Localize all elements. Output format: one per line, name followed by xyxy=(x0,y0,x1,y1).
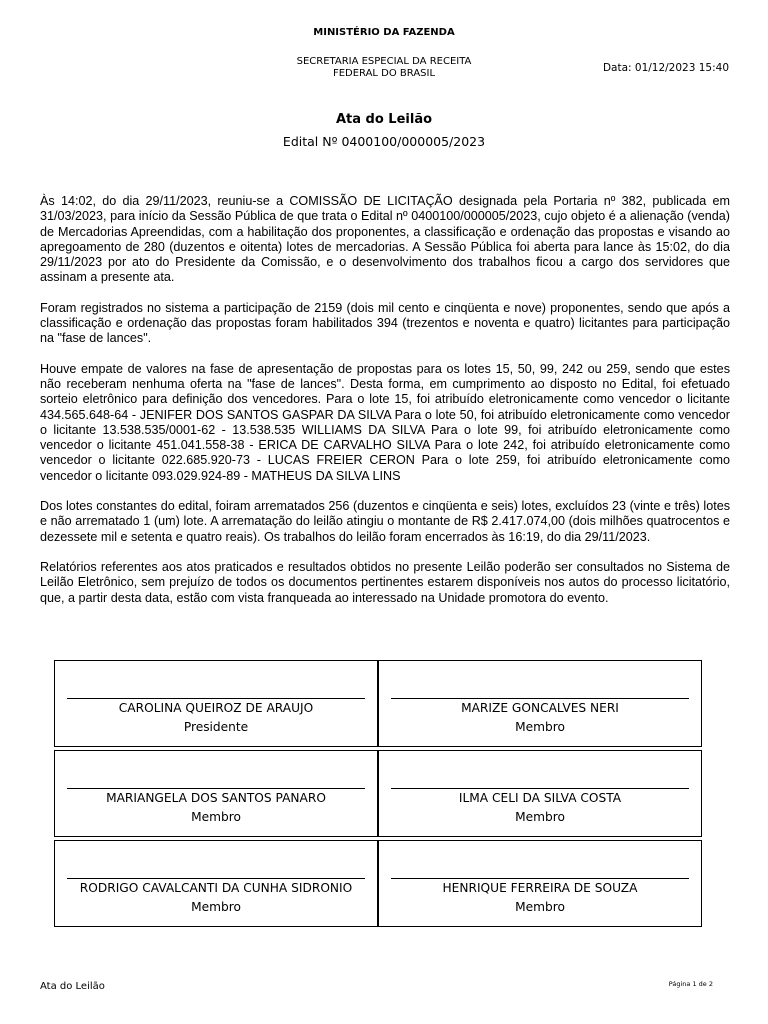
signature-grid xyxy=(54,660,702,934)
signature-box xyxy=(54,840,378,927)
signer-role: Membro xyxy=(515,810,565,824)
signer-name: RODRIGO CAVALCANTI DA CUNHA SIDRONIO xyxy=(79,881,353,895)
signer-name: MARIZE GONCALVES NERI xyxy=(461,701,619,715)
signature-line xyxy=(67,698,365,699)
signer-role: Membro xyxy=(191,810,241,824)
footer-page-number: Página 1 de 2 xyxy=(668,980,713,988)
signature-box xyxy=(54,750,378,837)
paragraph: Às 14:02, do dia 29/11/2023, reuniu-se a COMISSÃO DE LICITAÇÃO designada pela Portaria nº 382, publicada em 31/03/2023, para início da Sessão Pública de que trata o Edital nº 0400100/000005/2023, cujo objeto é a alienação (venda) de Mercadorias Apreendidas, com a habilitação dos proponentes, a classificação e ordenação das propostas e visando ao apregoamento de 280 (duzentos e oitenta) lotes de mercadorias. A Sessão Pública foi aberta para lance às 15:02, do dia 29/11/2023 por ato do Presidente da Comissão, e o desenvolvimento dos trabalhos ficou a cargo dos servidores que assinam a presente ata. xyxy=(40,194,730,285)
paragraph: Dos lotes constantes do edital, foiram arrematados 256 (duzentos e cinqüenta e seis) lotes, excluídos 23 (vinte e três) lotes e não arrematado 1 (um) lote. A arrematação do leilão atingiu o montante de R$ 2.417.074,00 (dois milhões quatrocentos e dezessete mil e setenta e quatro reais). Os trabalhos do leilão foram encerrados às 16:19, do dia 29/11/2023. xyxy=(40,499,730,544)
paragraph: Relatórios referentes aos atos praticados e resultados obtidos no presente Leilão poderão ser consultados no Sistema de Leilão Eletrônico, sem prejuízo de todos os documentos pertinentes estarem disponíveis nos autos do processo licitatório, que, a partir desta data, estão com vista franqueada ao interessado na Unidade promotora do evento. xyxy=(40,559,730,605)
signer-name: ILMA CELI DA SILVA COSTA xyxy=(458,791,622,805)
secretariat-heading xyxy=(284,56,484,80)
signer-role: Presidente xyxy=(183,720,249,734)
paragraph: Foram registrados no sistema a participação de 2159 (dois mil cento e cinqüenta e nove) proponentes, sendo que após a classificação e ordenação das propostas foram habilitados 394 (trezentos e noventa e quatro) licitantes para participação na "fase de lances". xyxy=(40,300,730,346)
secretariat-line-1: SECRETARIA ESPECIAL DA RECEITA xyxy=(296,56,472,67)
footer-document-name: Ata do Leilão xyxy=(40,981,105,992)
signer-name: CAROLINA QUEIROZ DE ARAUJO xyxy=(118,701,314,715)
signature-box xyxy=(378,840,702,927)
signature-box xyxy=(378,660,702,747)
signature-line xyxy=(391,878,689,879)
signer-name: MARIANGELA DOS SANTOS PANARO xyxy=(106,791,326,805)
document-body xyxy=(40,194,730,621)
signature-box xyxy=(54,660,378,747)
signature-box xyxy=(378,750,702,837)
signature-line xyxy=(67,878,365,879)
signer-role: Membro xyxy=(191,900,241,914)
document-date: Data: 01/12/2023 15:40 xyxy=(602,62,729,74)
signature-line xyxy=(391,788,689,789)
signature-line xyxy=(391,698,689,699)
signer-name: HENRIQUE FERREIRA DE SOUZA xyxy=(442,881,638,895)
ministry-heading: MINISTÉRIO DA FAZENDA xyxy=(313,27,455,38)
secretariat-line-2: FEDERAL DO BRASIL xyxy=(332,68,436,79)
document-title: Ata do Leilão xyxy=(335,112,433,127)
paragraph: Houve empate de valores na fase de apresentação de propostas para os lotes 15, 50, 99, 242 ou 259, sendo que estes não receberam nenhuma oferta na "fase de lances". Desta forma, em cumprimento ao disposto no Edital, foi efetuado sorteio eletrônico para definição dos vencedores. Para o lote 15, foi atribuído eletronicamente como vencedor o licitante 434.565.648-64 - JENIFER DOS SANTOS GASPAR DA SILVA Para o lote 50, foi atribuído eletronicamente como vencedor o licitante 13.538.535/0001-62 - 13.538.535 WILLIAMS DA SILVA Para o lote 99, foi atribuído eletronicamente como vencedor o licitante 451.041.558-38 - ERICA DE CARVALHO SILVA Para o lote 242, foi atribuído eletronicamente como vencedor o licitante 022.685.920-73 - LUCAS FREIER CERON Para o lote 259, foi atribuído eletronicamente como vencedor o licitante 093.029.924-89 - MATHEUS DA SILVA LINS xyxy=(40,361,730,483)
signer-role: Membro xyxy=(515,900,565,914)
signer-role: Membro xyxy=(515,720,565,734)
edital-number: Edital Nº 0400100/000005/2023 xyxy=(282,134,486,149)
signature-line xyxy=(67,788,365,789)
